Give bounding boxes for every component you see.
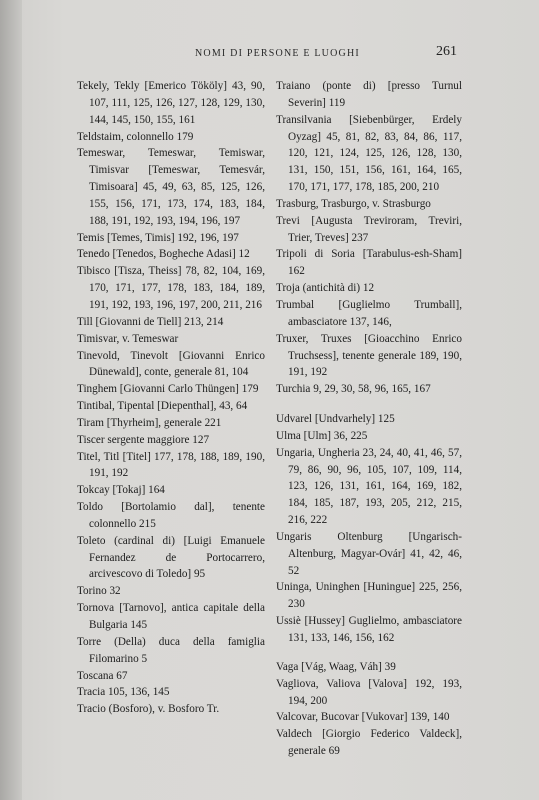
index-column-left	[77, 78, 265, 718]
index-entry: Ungaria, Ungheria 23, 24, 40, 41, 46, 57, 79, 86, 90, 96, 105, 107, 109, 114, 123, 126, 131, 161, 164, 169, 182, 184, 185, 187, 193, 205, 212, 215, 216, 222	[276, 446, 462, 527]
index-group-t	[276, 78, 462, 398]
index-entry: Trumbal [Guglielmo Trumball], ambasciatore 137, 146,	[276, 298, 462, 328]
index-entry: Tornova [Tarnovo], antica capitale della Bulgaria 145	[77, 602, 265, 631]
index-entry: Titel, Titl [Titel] 177, 178, 188, 189, 190, 191, 192	[77, 450, 265, 480]
index-entry: Tekely, Tekly [Emerico Tököly] 43, 90, 107, 111, 125, 126, 127, 128, 129, 130, 144, 145, 150, 155, 161	[77, 80, 265, 126]
index-entry: Tracio (Bosforo), v. Bosforo Tr.	[77, 703, 220, 716]
index-entry: Timisvar, v. Temeswar	[77, 332, 179, 345]
index-entry: Udvarel [Undvarhely] 125	[276, 413, 395, 426]
index-entry: Temeswar, Temeswar, Temiswar, Timisvar [Temeswar, Temesvár, Timisoara] 45, 49, 63, 85, 125, 126, 155, 156, 171, 173, 174, 183, 184, 188, 191, 192, 193, 194, 196, 197	[77, 147, 265, 227]
page-number: 261	[436, 44, 457, 59]
index-entry: Torre (Della) duca della famiglia Filomarino 5	[77, 635, 265, 665]
index-entry: Tracia 105, 136, 145	[77, 686, 170, 699]
index-column-right	[276, 78, 462, 760]
index-entry: Truxer, Truxes [Gioacchino Enrico Truchsess], tenente generale 189, 190, 191, 192	[276, 332, 462, 379]
index-entry: Turchia 9, 29, 30, 58, 96, 165, 167	[276, 383, 431, 396]
index-entry: Ungaris Oltenburg [Ungarisch-Altenburg, Magyar-Ovár] 41, 42, 46, 52	[276, 530, 462, 577]
index-entry: Transilvania [Siebenbürger, Erdely Oyzag] 45, 81, 82, 83, 84, 86, 117, 120, 121, 124, 125, 126, 128, 130, 131, 150, 151, 156, 161, 164, 165, 170, 171, 177, 178, 185, 200, 210	[276, 113, 462, 194]
index-entry: Toldo [Bortolamio dal], tenente colonnello 215	[77, 501, 265, 530]
index-entry: Till [Giovanni de Tiell] 213, 214	[77, 315, 224, 328]
index-entry: Tiscer sergente maggiore 127	[77, 433, 210, 446]
page-gutter-shadow	[0, 0, 22, 800]
index-entry: Tinevold, Tinevolt [Giovanni Enrico Dünewald], conte, generale 81, 104	[77, 349, 265, 379]
index-entry: Toleto (cardinal di) [Luigi Emanuele Fernandez de Portocarrero, arcivescovo di Toledo] 95	[77, 534, 265, 581]
index-entry: Torino 32	[77, 585, 121, 598]
index-group-u	[276, 411, 462, 647]
index-entry: Tenedo [Tenedos, Bogheche Adasi] 12	[77, 248, 250, 261]
index-entry: Vaga [Vág, Waag, Váh] 39	[276, 660, 396, 673]
running-header: NOMI DI PERSONE E LUOGHI	[195, 48, 360, 59]
index-entry: Tiram [Thyrheim], generale 221	[77, 416, 222, 429]
index-entry: Trasburg, Trasburgo, v. Strasburgo	[276, 197, 431, 210]
index-group-v	[276, 659, 462, 760]
index-entry: Troja (antichità di) 12	[276, 282, 375, 295]
index-entry: Valcovar, Bucovar [Vukovar] 139, 140	[276, 711, 450, 724]
index-entry: Tripoli di Soria [Tarabulus-esh-Sham] 162	[276, 248, 462, 278]
section-spacer	[276, 398, 462, 411]
index-entry: Valdech [Giorgio Federico Valdeck], generale 69	[276, 728, 462, 758]
index-entry: Uninga, Uninghen [Huningue] 225, 256, 230	[276, 581, 462, 611]
index-entry: Ulma [Ulm] 36, 225	[276, 429, 368, 442]
index-entry: Tintibal, Tipental [Diepenthal], 43, 64	[77, 400, 248, 413]
index-entry: Tokcay [Tokaj] 164	[77, 484, 165, 497]
index-entry: Traiano (ponte di) [presso Turnul Severin] 119	[276, 80, 462, 109]
section-spacer	[276, 647, 462, 659]
index-entry: Vagliova, Valiova [Valova] 192, 193, 194, 200	[276, 677, 462, 707]
index-entry: Tinghem [Giovanni Carlo Thüngen] 179	[77, 383, 259, 396]
index-entry: Ussiè [Hussey] Guglielmo, ambasciatore 131, 133, 146, 156, 162	[276, 615, 462, 644]
index-entry: Teldstaim, colonnello 179	[77, 130, 194, 143]
index-entry: Temis [Temes, Timis] 192, 196, 197	[77, 231, 239, 244]
index-entry: Tibisco [Tisza, Theiss] 78, 82, 104, 169, 170, 171, 177, 178, 183, 184, 189, 191, 192, 193, 196, 197, 200, 211, 216	[77, 265, 265, 311]
index-entry: Trevi [Augusta Treviroram, Treviri, Trier, Treves] 237	[276, 214, 462, 244]
index-entry: Toscana 67	[77, 669, 128, 682]
